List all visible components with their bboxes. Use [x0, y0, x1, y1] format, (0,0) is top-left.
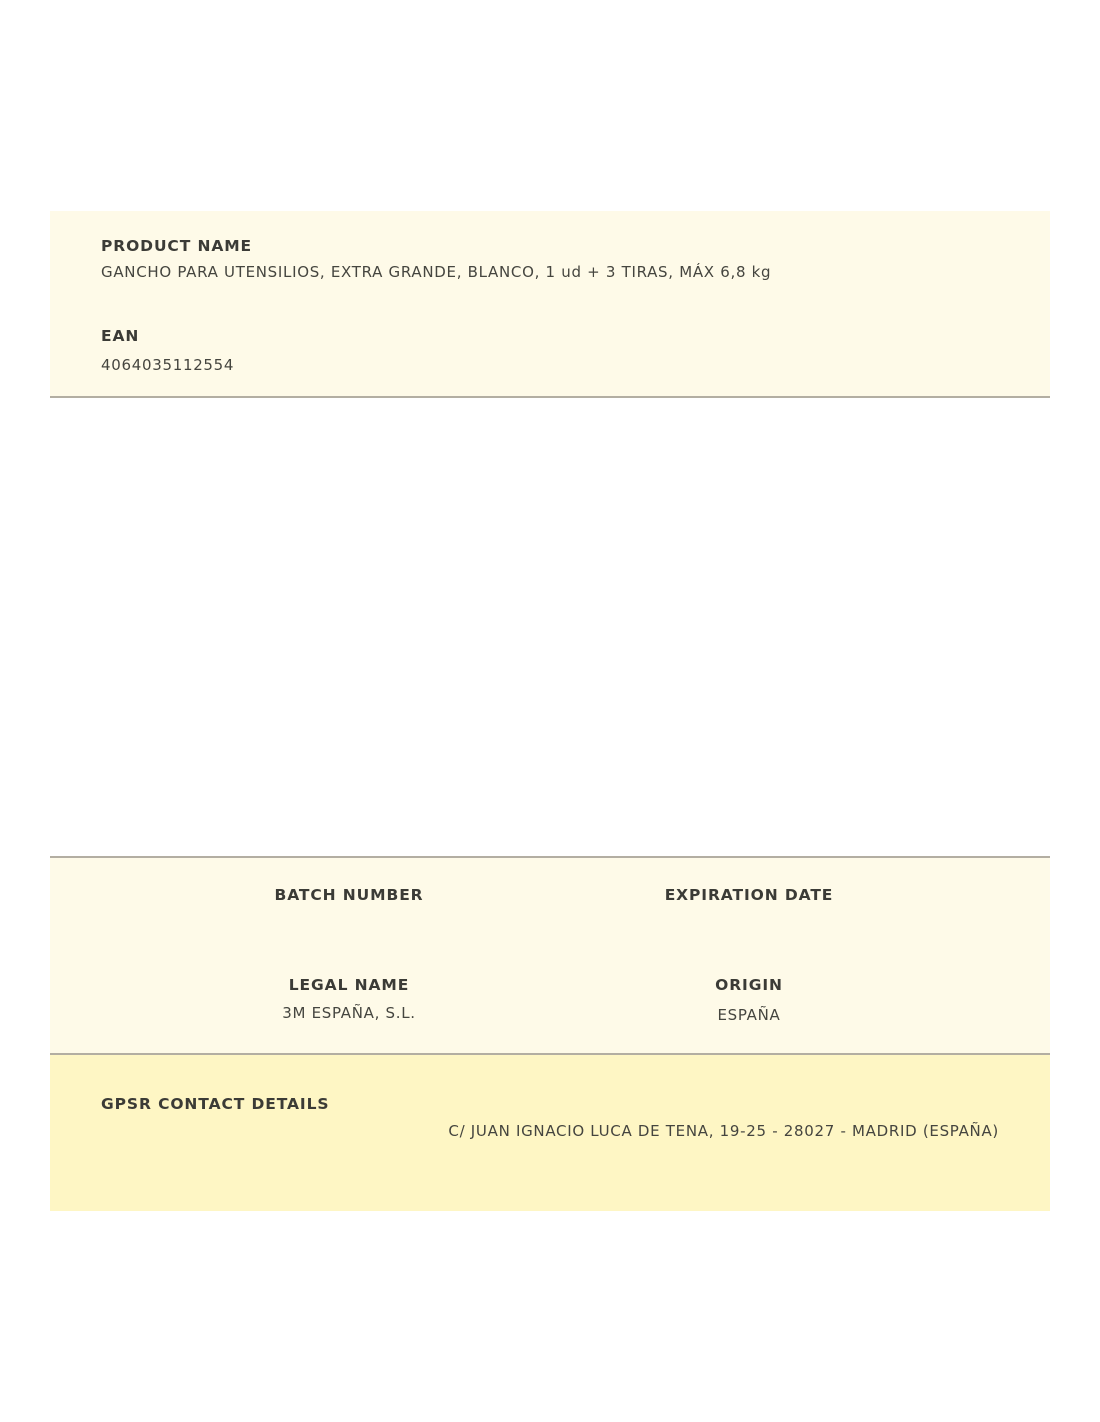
product-info-panel: [50, 211, 1050, 398]
gpsr-contact-address: C/ JUAN IGNACIO LUCA DE TENA, 19-25 - 28027 - MADRID (ESPAÑA): [448, 1122, 999, 1140]
ean-value: 4064035112554: [101, 356, 235, 374]
gpsr-contact-panel: [50, 1055, 1050, 1211]
origin-label: ORIGIN: [715, 976, 783, 994]
expiration-date-label: EXPIRATION DATE: [664, 886, 834, 904]
origin-value: ESPAÑA: [717, 1006, 781, 1024]
batch-number-label: BATCH NUMBER: [274, 886, 424, 904]
legal-name-value: 3M ESPAÑA, S.L.: [282, 1004, 416, 1022]
product-name-value: GANCHO PARA UTENSILIOS, EXTRA GRANDE, BLANCO, 1 ud + 3 TIRAS, MÁX 6,8 kg: [101, 263, 772, 281]
product-details-panel: [50, 856, 1050, 1055]
ean-label: EAN: [101, 327, 140, 345]
gpsr-contact-label: GPSR CONTACT DETAILS: [101, 1095, 330, 1113]
product-name-label: PRODUCT NAME: [101, 237, 253, 255]
legal-name-label: LEGAL NAME: [288, 976, 410, 994]
